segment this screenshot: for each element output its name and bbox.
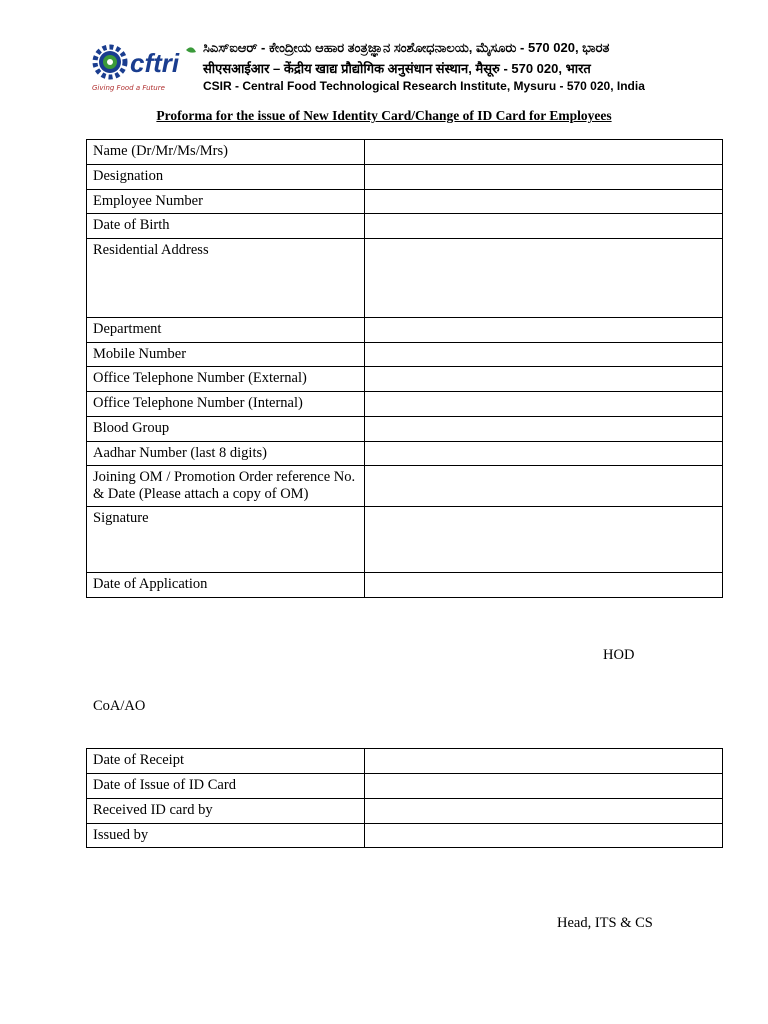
- row-label: Date of Issue of ID Card: [87, 774, 365, 799]
- header-hindi-line: सीएसआईआर – केंद्रीय खाद्य प्रौद्योगिक अनुसंधान संस्थान, मैसूरु - 570 020, भारत: [203, 61, 591, 76]
- row-value-field[interactable]: [365, 392, 723, 417]
- row-value-field[interactable]: [365, 774, 723, 799]
- signature-field[interactable]: [365, 507, 723, 573]
- row-value-field[interactable]: [365, 799, 723, 824]
- row-value-field[interactable]: [365, 318, 723, 343]
- row-label: Name (Dr/Mr/Ms/Mrs): [87, 140, 365, 165]
- header-english-line: CSIR - Central Food Technological Research Institute, Mysuru - 570 020, India: [203, 79, 645, 93]
- coa-ao-label: CoA/AO: [93, 698, 146, 714]
- row-label: Mobile Number: [87, 343, 365, 367]
- row-value-field[interactable]: [365, 442, 723, 466]
- logo-tagline: Giving Food a Future: [92, 84, 165, 92]
- table-row: [87, 799, 723, 824]
- row-value-field[interactable]: [365, 190, 723, 214]
- row-value-field[interactable]: [365, 824, 723, 848]
- table-row: [87, 318, 723, 343]
- row-label: Office Telephone Number (Internal): [87, 392, 365, 417]
- row-value-field[interactable]: [365, 417, 723, 442]
- table-row: [87, 466, 723, 507]
- row-value-field[interactable]: [365, 466, 723, 507]
- table-row: [87, 824, 723, 848]
- row-label: Signature: [87, 507, 365, 573]
- row-label: Employee Number: [87, 190, 365, 214]
- header-kannada-line: ಸಿಎಸ್ಐಆರ್ - ಕೇಂದ್ರೀಯ ಆಹಾರ ತಂತ್ರಜ್ಞಾನ ಸಂಶೋಧನಾಲಯ, ಮೈಸೂರು - 570 020, ಭಾರತ: [203, 40, 610, 55]
- gear-emblem-icon: [90, 38, 200, 86]
- row-value-field[interactable]: [365, 165, 723, 190]
- cftri-logo: [90, 38, 200, 96]
- letterhead: [90, 38, 680, 96]
- table-row: [87, 774, 723, 799]
- office-use-table: [86, 748, 723, 848]
- table-row: [87, 417, 723, 442]
- employee-details-table: [86, 139, 723, 598]
- form-title: Proforma for the issue of New Identity Card/Change of ID Card for Employees: [156, 108, 612, 123]
- table-row: [87, 140, 723, 165]
- row-value-field[interactable]: [365, 343, 723, 367]
- row-label: Aadhar Number (last 8 digits): [87, 442, 365, 466]
- row-value-field[interactable]: [365, 239, 723, 318]
- table-row: [87, 392, 723, 417]
- table-row: [87, 573, 723, 598]
- row-value-field[interactable]: [365, 367, 723, 392]
- hod-signature-label: HOD: [603, 647, 635, 663]
- row-label: Issued by: [87, 824, 365, 848]
- row-label: Residential Address: [87, 239, 365, 318]
- table-row: [87, 442, 723, 466]
- row-value-field[interactable]: [365, 140, 723, 165]
- table-row: [87, 190, 723, 214]
- table-row: [87, 749, 723, 774]
- row-value-field[interactable]: [365, 214, 723, 239]
- row-value-field[interactable]: [365, 749, 723, 774]
- table-row: [87, 367, 723, 392]
- row-label: Office Telephone Number (External): [87, 367, 365, 392]
- row-label: Date of Application: [87, 573, 365, 598]
- logo-wordmark: cftri: [130, 48, 180, 78]
- head-its-cs-label: Head, ITS & CS: [557, 915, 653, 931]
- table-row: [87, 239, 723, 318]
- row-label: Designation: [87, 165, 365, 190]
- table-row: [87, 214, 723, 239]
- table-row: [87, 343, 723, 367]
- row-value-field[interactable]: [365, 573, 723, 598]
- row-label: Date of Birth: [87, 214, 365, 239]
- table-row: [87, 165, 723, 190]
- row-label: Department: [87, 318, 365, 343]
- row-label: Date of Receipt: [87, 749, 365, 774]
- row-label: Blood Group: [87, 417, 365, 442]
- table-row: [87, 507, 723, 573]
- row-label: Received ID card by: [87, 799, 365, 824]
- row-label: Joining OM / Promotion Order reference No. & Date (Please attach a copy of OM): [87, 466, 365, 507]
